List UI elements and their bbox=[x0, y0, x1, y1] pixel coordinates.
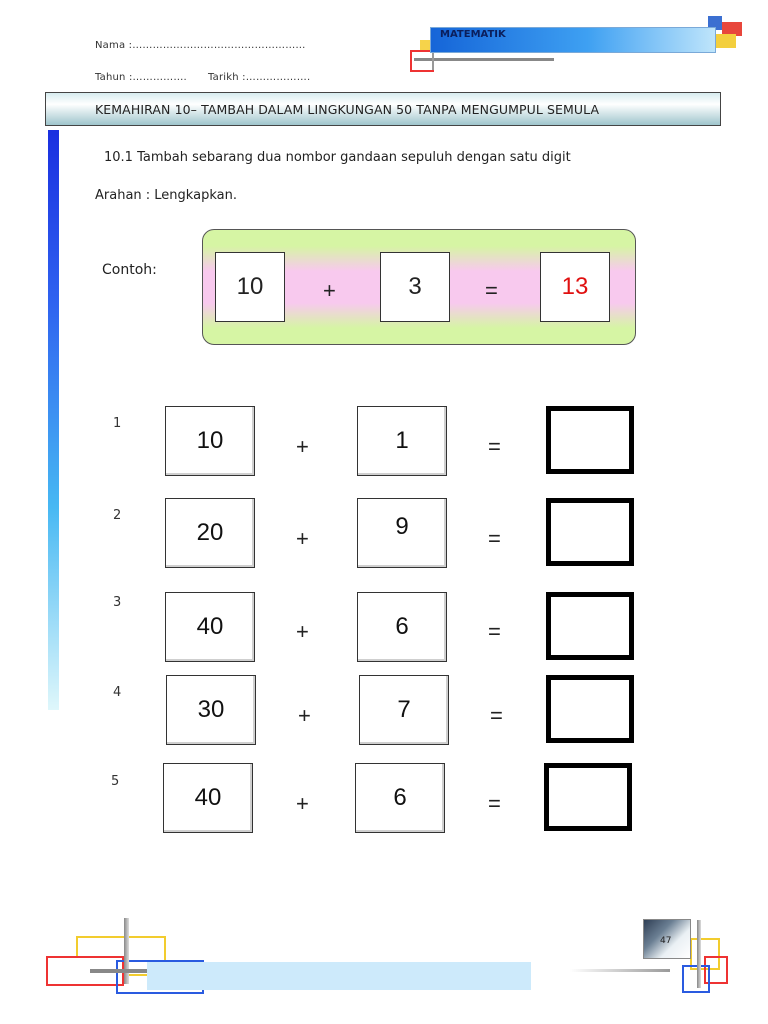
left-decor-bar bbox=[48, 130, 59, 710]
answer-box[interactable] bbox=[546, 406, 634, 474]
plus-sign: + bbox=[296, 791, 309, 816]
addend-a-box: 30 bbox=[166, 675, 256, 745]
question-number: 1 bbox=[113, 416, 122, 431]
page-title: KEMAHIRAN 10– TAMBAH DALAM LINGKUNGAN 50 TANPA MENGUMPUL SEMULA bbox=[95, 102, 600, 117]
nama-field[interactable]: Nama :…………………………………………… bbox=[95, 40, 306, 51]
decor-line bbox=[414, 58, 554, 61]
tarikh-field[interactable]: Tarikh :………………. bbox=[208, 72, 311, 83]
example-result: 13 bbox=[540, 252, 610, 322]
plus-sign: + bbox=[296, 619, 309, 644]
subject-label: MATEMATIK bbox=[440, 29, 506, 40]
decor-square bbox=[682, 965, 710, 993]
answer-box[interactable] bbox=[546, 592, 634, 660]
addend-a-box: 40 bbox=[165, 592, 255, 662]
example-addend-b: 3 bbox=[380, 252, 450, 322]
plus-sign: + bbox=[296, 434, 309, 459]
decor-line bbox=[124, 918, 129, 984]
equals-sign: = bbox=[490, 703, 503, 728]
page-number: 47 bbox=[660, 936, 672, 946]
equals-sign: = bbox=[488, 619, 501, 644]
addend-a-box: 40 bbox=[163, 763, 253, 833]
example-addend-a: 10 bbox=[215, 252, 285, 322]
instruction: Arahan : Lengkapkan. bbox=[95, 188, 237, 203]
addend-b-box: 6 bbox=[355, 763, 445, 833]
plus-sign: + bbox=[296, 526, 309, 551]
equals-sign: = bbox=[485, 278, 498, 303]
addend-b-box: 6 bbox=[357, 592, 447, 662]
decor-square bbox=[716, 34, 736, 48]
footer-bar bbox=[147, 962, 531, 990]
question-number: 2 bbox=[113, 508, 122, 523]
plus-sign: + bbox=[323, 278, 336, 303]
question-number: 4 bbox=[113, 685, 122, 700]
answer-box[interactable] bbox=[546, 498, 634, 566]
example-label: Contoh: bbox=[102, 262, 157, 278]
addend-b-box: 1 bbox=[357, 406, 447, 476]
decor-line bbox=[90, 969, 150, 973]
answer-box[interactable] bbox=[544, 763, 632, 831]
question-number: 3 bbox=[113, 595, 122, 610]
answer-box[interactable] bbox=[546, 675, 634, 743]
decor-square bbox=[410, 50, 434, 72]
equals-sign: = bbox=[488, 526, 501, 551]
plus-sign: + bbox=[298, 703, 311, 728]
equals-sign: = bbox=[488, 434, 501, 459]
addend-b-box: 7 bbox=[359, 675, 449, 745]
tahun-field[interactable]: Tahun :……………. bbox=[95, 72, 187, 83]
equals-sign: = bbox=[488, 791, 501, 816]
question-number: 5 bbox=[111, 774, 120, 789]
decor-line bbox=[697, 920, 701, 988]
decor-line bbox=[570, 969, 670, 972]
addend-b-box: 9 bbox=[357, 498, 447, 568]
addend-a-box: 10 bbox=[165, 406, 255, 476]
addend-a-box: 20 bbox=[165, 498, 255, 568]
skill-subtitle: 10.1 Tambah sebarang dua nombor gandaan sepuluh dengan satu digit bbox=[104, 150, 571, 165]
